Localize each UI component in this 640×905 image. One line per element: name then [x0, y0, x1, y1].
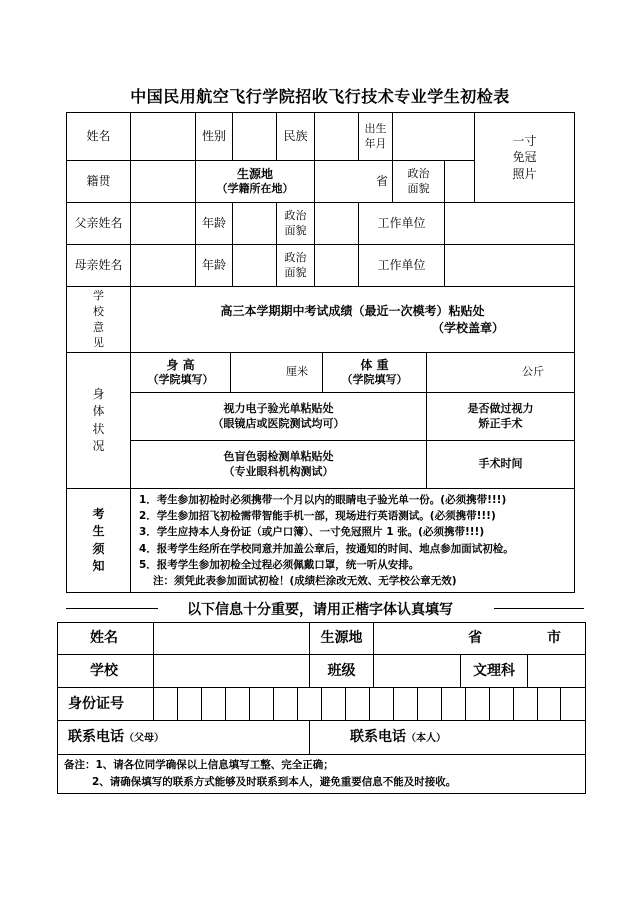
political-label: 政治 面貌 — [393, 161, 445, 203]
weight-field[interactable]: 公斤 — [427, 353, 575, 393]
father-age-label: 年龄 — [196, 203, 233, 245]
mother-political-label: 政治 面貌 — [277, 245, 315, 287]
weight-label — [323, 353, 427, 393]
school-seal-text: （学校盖章） — [431, 320, 504, 335]
id-digit-box[interactable] — [513, 688, 537, 720]
province-cell[interactable]: 省 — [315, 161, 393, 203]
mother-age-field[interactable] — [233, 245, 277, 287]
contact-school-label: 学校 — [58, 655, 154, 688]
height-note: （学院填写） — [147, 373, 214, 387]
notice-footer: 注：须凭此表参加面试初检！(成绩栏涂改无效、无学校公章无效) — [153, 575, 457, 588]
gender-field[interactable] — [233, 113, 277, 161]
self-phone-label: 联系电话 — [350, 729, 406, 746]
native-place-label: 籍贯 — [67, 161, 131, 203]
parent-phone-note: （父母） — [124, 733, 164, 745]
notice-item: 2．学生参加招飞初检需带智能手机一部，现场进行英语测试。(必须携带!!!) — [139, 509, 496, 522]
school-paste-text: 高三本学期期中考试成绩（最近一次模考）粘贴处 — [220, 304, 485, 319]
remark-line: 备注：1、请各位同学确保以上信息填写工整、完全正确； — [64, 759, 334, 771]
school-opinion-label: 学 校 意 见 — [67, 287, 131, 353]
remark-line: 2、请确保填写的联系方式能够及时联系到本人，避免重要信息不能及时接收。 — [92, 775, 457, 788]
id-digit-box[interactable] — [178, 688, 202, 720]
id-digit-box[interactable] — [369, 688, 393, 720]
height-label — [131, 353, 231, 393]
contact-source-field[interactable] — [374, 623, 586, 655]
contact-class-label: 班级 — [310, 655, 374, 688]
contact-city: 市 — [546, 630, 561, 647]
father-name-label: 父亲姓名 — [67, 203, 131, 245]
contact-info-table — [57, 622, 586, 794]
vision-paste-area[interactable] — [131, 393, 427, 441]
parent-phone-cell[interactable] — [58, 721, 310, 755]
id-digit-row[interactable] — [154, 688, 586, 721]
contact-class-field[interactable] — [374, 655, 461, 687]
mother-name-field[interactable] — [131, 245, 196, 287]
father-work-label: 工作单位 — [359, 203, 445, 245]
id-digit-box[interactable] — [154, 688, 178, 720]
contact-source-label: 生源地 — [310, 623, 374, 655]
source-place-title: 生源地 — [236, 166, 273, 181]
height-title: 身 高 — [166, 357, 195, 372]
father-age-field[interactable] — [233, 203, 277, 245]
id-digit-box[interactable] — [417, 688, 441, 720]
color-paste-area[interactable] — [131, 441, 427, 489]
divider-line-right — [494, 608, 584, 609]
divider-text: 以下信息十分重要，请用正楷字体认真填写 — [187, 602, 453, 618]
birth-field[interactable] — [393, 113, 475, 161]
remarks-area — [58, 755, 586, 794]
mother-age-label: 年龄 — [196, 245, 233, 287]
birth-label: 出生 年月 — [359, 113, 393, 161]
vision-surgery-label: 是否做过视力 矫正手术 — [427, 393, 575, 441]
physical-status-table — [66, 352, 575, 593]
id-digit-box[interactable] — [561, 688, 585, 720]
id-digit-box[interactable] — [465, 688, 489, 720]
surgery-time-label: 手术时间 — [427, 441, 575, 489]
id-digit-box[interactable] — [393, 688, 417, 720]
father-name-field[interactable] — [131, 203, 196, 245]
source-place-label — [196, 161, 315, 203]
id-digit-box[interactable] — [489, 688, 513, 720]
notice-list — [131, 489, 575, 593]
body-status-label: 身 体 状 况 — [67, 353, 131, 489]
vision-paste-note: （眼镜店或医院测试均可） — [212, 416, 345, 430]
important-divider — [0, 599, 640, 617]
contact-school-field[interactable] — [154, 655, 310, 688]
id-digit-box[interactable] — [226, 688, 250, 720]
id-digit-box[interactable] — [202, 688, 226, 720]
father-work-field[interactable] — [445, 203, 575, 245]
mother-work-field[interactable] — [445, 245, 575, 287]
id-digit-box[interactable] — [250, 688, 274, 720]
height-field[interactable]: 厘米 — [231, 353, 323, 393]
class-track-inner — [374, 655, 585, 687]
contact-name-label: 姓名 — [58, 623, 154, 655]
photo-area[interactable]: 一寸 免冠 照片 — [475, 113, 575, 203]
id-digit-box[interactable] — [274, 688, 298, 720]
contact-id-label: 身份证号 — [58, 688, 154, 721]
weight-note: （学院填写） — [341, 373, 408, 387]
self-phone-cell[interactable] — [310, 721, 586, 755]
weight-title: 体 重 — [360, 357, 389, 372]
self-phone-note: （本人） — [406, 733, 446, 745]
id-digit-box[interactable] — [441, 688, 465, 720]
mother-name-label: 母亲姓名 — [67, 245, 131, 287]
ethnicity-label: 民族 — [277, 113, 315, 161]
contact-track-label: 文理科 — [461, 655, 528, 687]
school-paste-area[interactable] — [131, 287, 575, 353]
father-political-field[interactable] — [315, 203, 359, 245]
id-digit-box[interactable] — [346, 688, 370, 720]
notice-item: 1．考生参加初检时必须携带一个月以内的眼睛电子验光单一份。(必须携带!!!) — [139, 493, 507, 506]
notice-item: 3．学生应持本人身份证（或户口簿）、一寸免冠照片 1 张。(必须携带!!!) — [139, 526, 485, 539]
personal-info-table — [66, 112, 575, 353]
father-political-label: 政治 面貌 — [277, 203, 315, 245]
ethnicity-field[interactable] — [315, 113, 359, 161]
mother-political-field[interactable] — [315, 245, 359, 287]
notice-item: 5．报考学生参加初检全过程必须佩戴口罩，统一听从安排。 — [139, 558, 420, 571]
id-digit-grid — [154, 688, 585, 720]
native-place-field[interactable] — [131, 161, 196, 203]
contact-name-field[interactable] — [154, 623, 310, 655]
name-field[interactable] — [131, 113, 196, 161]
source-place-note: （学籍所在地） — [216, 182, 294, 196]
parent-phone-label: 联系电话 — [68, 729, 124, 746]
contact-track-field[interactable] — [528, 655, 586, 687]
notice-item: 4．报考学生经所在学校同意并加盖公章后，按通知的时间、地点参加面试初检。 — [139, 542, 514, 555]
contact-province: 省 — [468, 630, 483, 647]
political-field[interactable] — [445, 161, 475, 203]
color-paste-note: （专业眼科机构测试） — [223, 464, 334, 478]
contact-class-cell — [374, 655, 586, 688]
id-digit-box[interactable] — [298, 688, 322, 720]
id-digit-box[interactable] — [322, 688, 346, 720]
mother-work-label: 工作单位 — [359, 245, 445, 287]
notice-label: 考 生 须 知 — [67, 489, 131, 593]
vision-paste-text: 视力电子验光单粘贴处 — [223, 401, 334, 415]
gender-label: 性别 — [196, 113, 233, 161]
name-label: 姓名 — [67, 113, 131, 161]
id-digit-box[interactable] — [537, 688, 561, 720]
color-paste-text: 色盲色弱检测单粘贴处 — [223, 449, 334, 463]
form-title: 中国民用航空飞行学院招收飞行技术专业学生初检表 — [130, 87, 510, 106]
